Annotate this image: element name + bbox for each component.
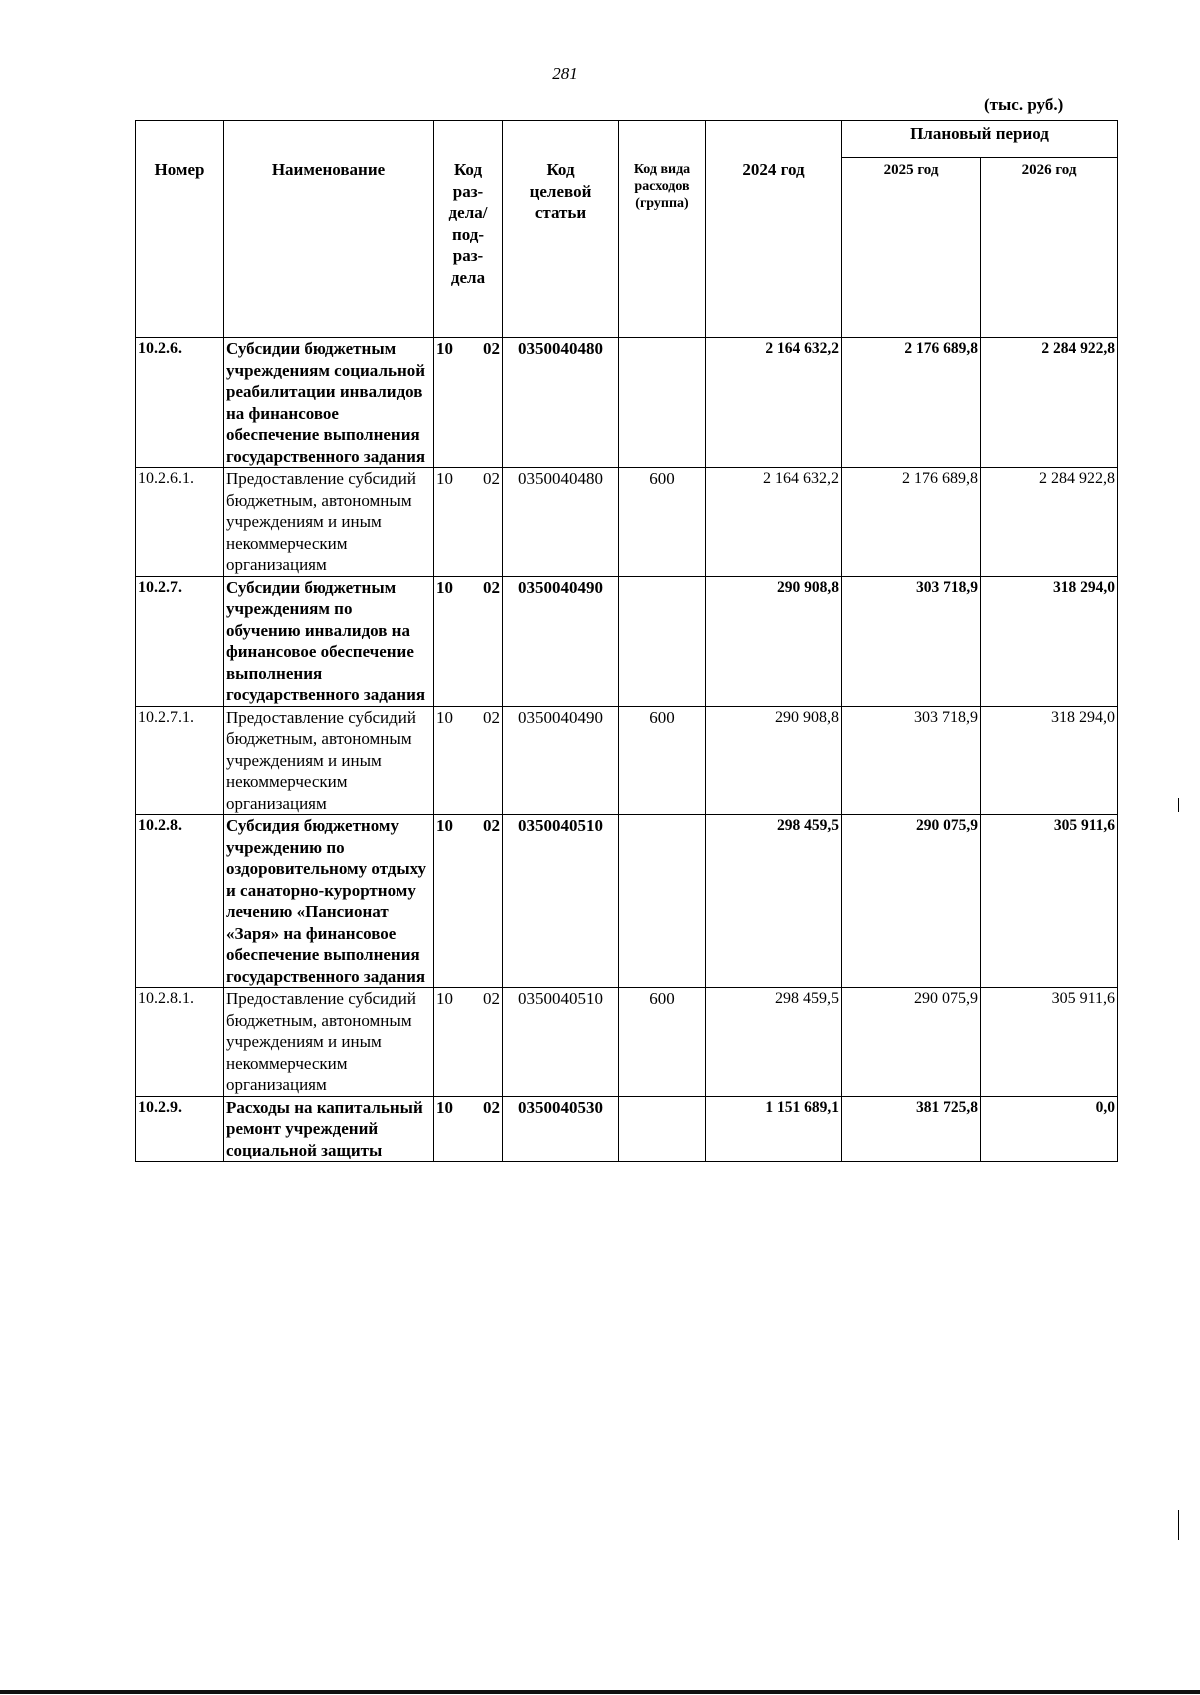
row-amount-2025: 290 075,9 (842, 988, 981, 1097)
row-target-code: 0350040480 (503, 338, 619, 468)
row-amount-2024: 2 164 632,2 (706, 468, 842, 577)
row-razdel (434, 706, 503, 815)
page-number: 281 (552, 64, 578, 83)
row-podrazdel-code: 02 (483, 816, 500, 835)
row-amount-2026: 0,0 (981, 1096, 1118, 1162)
row-name: Субсидии бюджетным учреждениям по обучению инвалидов на финансовое обеспечение выполнения государственного задания (224, 576, 434, 706)
row-amount-2025: 2 176 689,8 (842, 338, 981, 468)
row-razdel (434, 988, 503, 1097)
row-razdel (434, 468, 503, 577)
row-number: 10.2.7. (136, 576, 224, 706)
row-razdel-code: 10 (436, 816, 453, 835)
row-expense-type (619, 1096, 706, 1162)
row-amount-2024: 290 908,8 (706, 706, 842, 815)
units-label: (тыс. руб.) (984, 95, 1064, 114)
row-razdel (434, 576, 503, 706)
row-podrazdel-code: 02 (483, 1097, 500, 1117)
row-target-code: 0350040490 (503, 576, 619, 706)
row-amount-2026: 305 911,6 (981, 988, 1118, 1097)
row-razdel-code: 10 (436, 1097, 453, 1117)
row-razdel (434, 338, 503, 468)
row-amount-2026: 318 294,0 (981, 706, 1118, 815)
row-expense-type (619, 815, 706, 988)
scan-edge-line (0, 1690, 1200, 1694)
row-amount-2026: 318 294,0 (981, 576, 1118, 706)
row-number: 10.2.8.1. (136, 988, 224, 1097)
table-row (136, 338, 1118, 468)
row-amount-2025: 381 725,8 (842, 1096, 981, 1162)
row-razdel-code: 10 (436, 989, 453, 1008)
row-razdel-code: 10 (436, 707, 453, 727)
row-expense-type (619, 576, 706, 706)
row-razdel-code: 10 (436, 469, 453, 488)
row-amount-2024: 298 459,5 (706, 815, 842, 988)
row-razdel-code: 10 (436, 339, 453, 358)
scan-mark (1178, 798, 1179, 812)
table-row (136, 576, 1118, 706)
table-row (136, 815, 1118, 988)
row-amount-2024: 1 151 689,1 (706, 1096, 842, 1162)
row-amount-2025: 290 075,9 (842, 815, 981, 988)
header-name: Наименование (224, 121, 434, 338)
row-razdel (434, 1096, 503, 1162)
table-row (136, 706, 1118, 815)
budget-table (135, 120, 1118, 1162)
row-podrazdel-code: 02 (483, 989, 500, 1008)
row-amount-2026: 2 284 922,8 (981, 338, 1118, 468)
row-expense-type: 600 (619, 706, 706, 815)
row-number: 10.2.6. (136, 338, 224, 468)
header-row (136, 121, 1118, 158)
header-planned-period: Плановый период (842, 121, 1118, 158)
row-name: Субсидии бюджетным учреждениям социальной реабилитации инвалидов на финансовое обеспечение выполнения государственного задания (224, 338, 434, 468)
header-razdel-text: Код раз-дела/ под-раз-дела (448, 160, 488, 287)
row-razdel (434, 815, 503, 988)
row-target-code: 0350040510 (503, 988, 619, 1097)
row-name: Предоставление субсидий бюджетным, автономным учреждениям и иным некоммерческим организациям (224, 468, 434, 577)
row-amount-2026: 2 284 922,8 (981, 468, 1118, 577)
header-razdel (434, 121, 503, 338)
row-target-code: 0350040510 (503, 815, 619, 988)
row-number: 10.2.6.1. (136, 468, 224, 577)
row-amount-2024: 2 164 632,2 (706, 338, 842, 468)
row-amount-2024: 298 459,5 (706, 988, 842, 1097)
header-target: Код целевой статьи (503, 121, 619, 338)
row-name: Расходы на капитальный ремонт учреждений социальной защиты (224, 1096, 434, 1162)
row-amount-2024: 290 908,8 (706, 576, 842, 706)
table-row (136, 468, 1118, 577)
table-body (136, 338, 1118, 1162)
table-row (136, 988, 1118, 1097)
row-amount-2025: 303 718,9 (842, 706, 981, 815)
row-number: 10.2.8. (136, 815, 224, 988)
header-2025: 2025 год (842, 158, 981, 338)
table-row (136, 1096, 1118, 1162)
row-target-code: 0350040480 (503, 468, 619, 577)
row-name: Предоставление субсидий бюджетным, автономным учреждениям и иным некоммерческим организациям (224, 706, 434, 815)
row-podrazdel-code: 02 (483, 469, 500, 488)
row-expense-type: 600 (619, 988, 706, 1097)
row-podrazdel-code: 02 (483, 339, 500, 358)
row-razdel-code: 10 (436, 577, 453, 597)
row-number: 10.2.9. (136, 1096, 224, 1162)
header-number: Номер (136, 121, 224, 338)
row-expense-type (619, 338, 706, 468)
row-podrazdel-code: 02 (483, 577, 500, 597)
header-2026: 2026 год (981, 158, 1118, 338)
row-amount-2026: 305 911,6 (981, 815, 1118, 988)
row-name: Субсидия бюджетному учреждению по оздоровительному отдыху и санаторно-курортному лечению «Пансионат «Заря» на финансовое обеспечение выполнения государственного задания (224, 815, 434, 988)
row-amount-2025: 303 718,9 (842, 576, 981, 706)
row-amount-2025: 2 176 689,8 (842, 468, 981, 577)
row-expense-type: 600 (619, 468, 706, 577)
scan-mark (1178, 1510, 1179, 1540)
header-2024: 2024 год (706, 121, 842, 338)
row-podrazdel-code: 02 (483, 707, 500, 727)
header-vid: Код вида расходов (группа) (619, 121, 706, 338)
row-target-code: 0350040490 (503, 706, 619, 815)
row-number: 10.2.7.1. (136, 706, 224, 815)
row-target-code: 0350040530 (503, 1096, 619, 1162)
row-name: Предоставление субсидий бюджетным, автономным учреждениям и иным некоммерческим организациям (224, 988, 434, 1097)
